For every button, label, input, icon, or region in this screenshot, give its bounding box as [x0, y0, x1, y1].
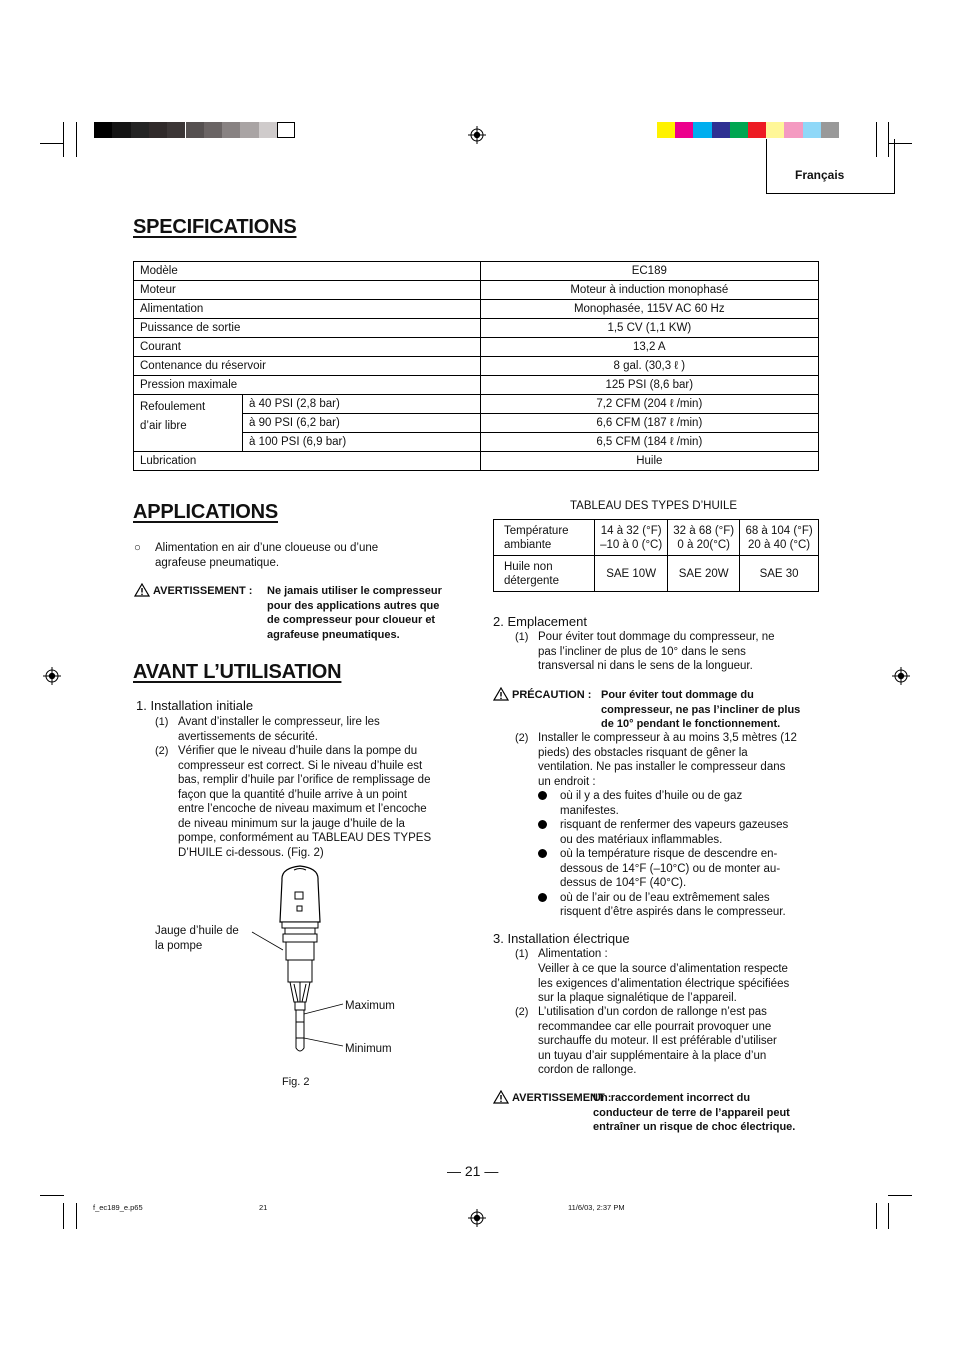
- spec-cell: Lubrication: [134, 452, 481, 471]
- oil-table-caption: TABLEAU DES TYPES D’HUILE: [570, 500, 738, 512]
- oil-table-cell: 32 à 68 (°F) 0 à 20(°C): [668, 520, 740, 556]
- registration-mark-icon: [468, 1209, 486, 1227]
- crop-mark: [888, 1203, 889, 1229]
- language-label: Français: [795, 168, 845, 182]
- emplacement-step-1: [538, 630, 775, 674]
- warning-triangle-icon: [493, 1090, 509, 1104]
- color-swatch: [821, 122, 839, 138]
- gray-swatch: [186, 122, 204, 138]
- color-swatch: [730, 122, 748, 138]
- fig-label-maximum: Maximum: [345, 1000, 395, 1012]
- spec-cell: Puissance de sortie: [134, 319, 481, 338]
- emplacement-bullets: [538, 789, 828, 920]
- gray-swatch: [149, 122, 167, 138]
- text-line: ou des matériaux inflammables.: [560, 833, 723, 846]
- gray-swatch: [277, 122, 295, 138]
- text-line: dessus de 104°F (40°C).: [560, 877, 687, 889]
- crop-mark: [40, 1195, 64, 1196]
- bullet-dot-icon: [538, 791, 547, 800]
- text-line: bas, remplir d’huile par l’orifice de remplissage de: [178, 774, 431, 786]
- warning-line: Pour éviter tout dommage du: [601, 689, 754, 701]
- oil-gauge-figure: [250, 862, 360, 1062]
- text-line: transversal ni dans le sens de la longueur.: [538, 660, 753, 672]
- bullet-dot-icon: [538, 893, 547, 902]
- item-number: (1): [515, 631, 529, 643]
- text-line: les exigences d’alimentation électrique spécifiées: [538, 977, 790, 990]
- warning-triangle-icon: [134, 583, 150, 597]
- oil-table-cell: SAE 20W: [668, 556, 740, 592]
- text-line: où de l’air ou de l’eau extrêmement sales: [560, 891, 770, 904]
- electrique-warning-label: AVERTISSEMENT :: [512, 1092, 612, 1104]
- color-swatch: [712, 122, 730, 138]
- applications-title: APPLICATIONS: [133, 501, 279, 523]
- warning-line: de compresseur pour cloueur et: [267, 614, 436, 626]
- applications-warning-text: [267, 584, 442, 642]
- oil-table-cell: SAE 10W: [595, 556, 668, 592]
- text-line: pompe, conformément au TABLEAU DES TYPES: [178, 832, 432, 844]
- electrique-step-1: [538, 962, 789, 1006]
- gray-swatch: [222, 122, 240, 138]
- spec-cell: à 40 PSI (2,8 bar): [243, 395, 481, 414]
- table-row: [134, 376, 819, 395]
- list-item: [538, 789, 828, 818]
- text-line: pas l’incliner de plus de 10° dans le sens: [538, 645, 746, 658]
- spec-cell: Huile: [480, 452, 818, 471]
- item-number: (1): [515, 948, 529, 960]
- text-line: risquant de renfermer des vapeurs gazeuses: [560, 819, 789, 831]
- color-swatch: [693, 122, 711, 138]
- installation-initiale-heading: 1. Installation initiale: [136, 698, 254, 713]
- color-swatch: [766, 122, 784, 138]
- table-row: [134, 395, 819, 414]
- list-item: [538, 818, 828, 847]
- oil-table-row-label: Température ambiante: [494, 520, 595, 556]
- table-row: [134, 357, 819, 376]
- color-swatch: [748, 122, 766, 138]
- spec-cell: Modèle: [134, 262, 481, 281]
- warning-line: compresseur, ne pas l’incliner de plus: [601, 703, 801, 716]
- emplacement-heading: 2. Emplacement: [493, 614, 587, 629]
- fig-label-minimum: Minimum: [345, 1043, 392, 1055]
- footer-date: 11/6/03, 2:37 PM: [568, 1203, 625, 1212]
- table-row: [134, 262, 819, 281]
- crop-mark: [76, 122, 77, 157]
- footer-page: 21: [259, 1203, 268, 1212]
- gray-swatch: [167, 122, 185, 138]
- warning-line: conducteur de terre de l’appareil peut: [593, 1106, 790, 1119]
- crop-mark: [876, 1203, 877, 1229]
- oil-table-cell: SAE 30: [740, 556, 819, 592]
- crop-mark: [63, 122, 64, 157]
- text-line: de niveau minimum sur la jauge d’huile de la: [178, 817, 405, 830]
- text-line: sur la plaque signalétique de l’appareil.: [538, 992, 737, 1004]
- gray-swatch: [240, 122, 258, 138]
- item-number: (1): [155, 716, 169, 728]
- spec-cell: 7,2 CFM (204 ℓ /min): [480, 395, 818, 414]
- warning-line: agrafeuse pneumatiques.: [267, 628, 400, 641]
- spec-cell: 125 PSI (8,6 bar): [480, 376, 818, 395]
- text-line: où la température risque de descendre en-: [560, 848, 778, 860]
- text-line: avertissements de sécurité.: [178, 730, 318, 743]
- spec-cell: Monophasée, 115V AC 60 Hz: [480, 300, 818, 319]
- crop-mark: [40, 143, 64, 144]
- crop-mark: [888, 1195, 912, 1196]
- spec-cell: Alimentation: [134, 300, 481, 319]
- spec-cell: 13,2 A: [480, 338, 818, 357]
- warning-line: entraîner un risque de choc électrique.: [593, 1121, 796, 1133]
- table-row: [134, 319, 819, 338]
- alimentation-heading: Alimentation :: [538, 948, 608, 960]
- text-line: L’utilisation d’un cordon de rallonge n’est pas: [538, 1006, 767, 1018]
- precaution-text: [601, 688, 800, 732]
- fig-label-gauge: Jauge d’huile de la pompe: [155, 925, 239, 952]
- electrique-warning-text: [593, 1091, 795, 1135]
- table-row: [134, 300, 819, 319]
- spec-cell: Moteur: [134, 281, 481, 300]
- text-line: D’HUILE ci-dessous. (Fig. 2): [178, 846, 324, 859]
- gray-swatch: [112, 122, 130, 138]
- oil-types-table: [493, 519, 819, 592]
- color-swatch: [803, 122, 821, 138]
- text-line: cordon de rallonge.: [538, 1064, 637, 1076]
- spec-cell: à 100 PSI (6,9 bar): [243, 433, 481, 452]
- color-swatch: [657, 122, 675, 138]
- item-number: (2): [515, 732, 529, 744]
- text-line: un endroit :: [538, 775, 596, 788]
- item-number: (2): [155, 745, 169, 757]
- table-row: [134, 452, 819, 471]
- page-number: — 21 —: [447, 1163, 499, 1179]
- item-number: (2): [515, 1006, 529, 1018]
- installation-electrique-heading: 3. Installation électrique: [493, 931, 630, 946]
- installation-step-1: [178, 715, 380, 744]
- text-line: dessous de 14°F (–10°C) ou de monter au-: [560, 862, 781, 875]
- language-tab: [766, 139, 895, 194]
- text-line: Pour éviter tout dommage du compresseur, ne: [538, 631, 775, 643]
- footer-file: f_ec189_e.p65: [93, 1203, 143, 1212]
- spec-cell: Refoulement d’air libre: [134, 395, 243, 452]
- gray-swatch: [131, 122, 149, 138]
- specifications-title: SPECIFICATIONS: [133, 216, 297, 238]
- crop-mark: [76, 1203, 77, 1229]
- precaution-label: PRÉCAUTION :: [512, 689, 592, 701]
- table-row: [134, 281, 819, 300]
- text-line: ventilation. Ne pas installer le compresseur dans: [538, 761, 786, 773]
- specifications-table: [133, 261, 819, 471]
- registration-mark-icon: [468, 126, 486, 144]
- oil-table-cell: 68 à 104 (°F) 20 à 40 (°C): [740, 520, 819, 556]
- oil-table-row-label: Huile non détergente: [494, 556, 595, 592]
- text-line: Installer le compresseur à au moins 3,5 mètres (12: [538, 732, 797, 744]
- electrique-step-2: [538, 1005, 777, 1078]
- text-line: Avant d’installer le compresseur, lire les: [178, 716, 380, 728]
- warning-line: pour des applications autres que: [267, 599, 440, 612]
- warning-line: de 10° pendant le fonctionnement.: [601, 718, 781, 730]
- spec-cell: 1,5 CV (1,1 KW): [480, 319, 818, 338]
- text-line: recommandee car elle pourrait provoquer une: [538, 1020, 772, 1033]
- color-swatch: [784, 122, 802, 138]
- text-line: entre l’encoche de niveau maximum et l’encoche: [178, 803, 427, 815]
- text-line: Veiller à ce que la source d’alimentation respecte: [538, 963, 788, 975]
- crop-mark: [63, 1203, 64, 1229]
- gray-swatch: [259, 122, 277, 138]
- registration-mark-icon: [892, 667, 910, 685]
- applications-bullet: Alimentation en air d’une cloueuse ou d’une agrafeuse pneumatique.: [155, 542, 379, 569]
- oil-table-cell: 14 à 32 (°F) –10 à 0 (°C): [595, 520, 668, 556]
- spec-cell: Contenance du réservoir: [134, 357, 481, 376]
- bullet-dot-icon: [538, 820, 547, 829]
- text-line: risquent d’être aspirés dans le compresseur.: [560, 906, 786, 918]
- text-line: surchauffe du moteur. Il est préférable d’utiliser: [538, 1035, 777, 1047]
- text-line: un tuyau d’air supplémentaire à la place d’un: [538, 1049, 767, 1062]
- table-row: [134, 338, 819, 357]
- text-line: façon que la quantité d’huile arrive à un point: [178, 788, 407, 801]
- spec-cell: 6,6 CFM (187 ℓ /min): [480, 414, 818, 433]
- bullet-dot-icon: [538, 849, 547, 858]
- installation-step-2: [178, 744, 431, 860]
- text-line: manifestes.: [560, 804, 619, 817]
- spec-cell: Moteur à induction monophasé: [480, 281, 818, 300]
- spec-cell: Pression maximale: [134, 376, 481, 395]
- gray-swatch: [94, 122, 112, 138]
- color-swatch: [675, 122, 693, 138]
- text-line: Vérifier que le niveau d’huile dans la pompe du: [178, 745, 418, 757]
- gray-swatch: [204, 122, 222, 138]
- warning-line: Un raccordement incorrect du: [593, 1092, 751, 1104]
- list-item: [538, 891, 828, 920]
- emplacement-step-2: [538, 731, 797, 789]
- avant-title: AVANT L’UTILISATION: [133, 661, 342, 683]
- spec-cell: à 90 PSI (6,2 bar): [243, 414, 481, 433]
- text-line: compresseur est correct. Si le niveau d’huile est: [178, 759, 423, 772]
- spec-cell: EC189: [480, 262, 818, 281]
- text-line: où il y a des fuites d’huile ou de gaz: [560, 790, 743, 802]
- applications-warning-label: AVERTISSEMENT :: [153, 585, 253, 597]
- spec-cell: 6,5 CFM (184 ℓ /min): [480, 433, 818, 452]
- registration-mark-icon: [43, 667, 61, 685]
- text-line: pieds) des obstacles risquant de gêner la: [538, 746, 748, 759]
- warning-line: Ne jamais utiliser le compresseur: [267, 585, 442, 597]
- spec-cell: Courant: [134, 338, 481, 357]
- fig-caption: Fig. 2: [282, 1076, 310, 1088]
- bullet-circle-icon: ○: [134, 542, 141, 554]
- spec-cell: 8 gal. (30,3 ℓ ): [480, 357, 818, 376]
- list-item: [538, 847, 828, 891]
- warning-triangle-icon: [493, 687, 509, 701]
